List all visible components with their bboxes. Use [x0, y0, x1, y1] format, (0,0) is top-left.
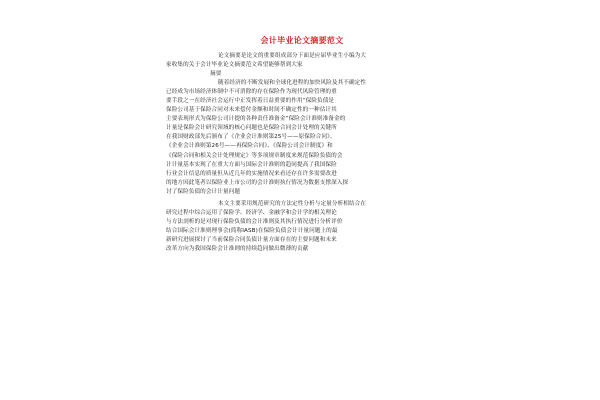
- intro-paragraph: [166, 52, 438, 70]
- paragraph-line: 讨了保险负债的会计计量问题: [166, 188, 241, 195]
- paragraph-line: 计量是保险会计研究领域的核心问题也是保险合同会计处理的关键所: [166, 125, 337, 132]
- paragraph-line: 与方法剖析的是对现行保险负债的会计准则及其执行情况进行分析评价: [166, 218, 343, 225]
- paragraph-line: 研究过程中综合运用了保险学、经济学、金融学和会计学的相关理论: [166, 209, 337, 216]
- paragraph-line: 在我国财政部先后颁布了《企业会计准则第25号——原保险合同》、: [166, 134, 336, 141]
- paragraph-line: 要手段之一在经济社会运行中正发挥着日益重要的作用“保险负债是: [166, 98, 335, 105]
- summary-paragraph-2: [166, 200, 438, 254]
- paragraph-line: 本文主要采用规范研究的方法定性分析与定量分析相结合在: [218, 200, 367, 207]
- intro-line: 论文摘要是论文的重要组成部分下面是应届毕业生小编为大: [218, 53, 367, 59]
- document-title: 会计毕业论文摘要范文: [260, 36, 344, 45]
- summary-label: 摘要: [210, 71, 222, 78]
- paragraph-line: 结合国际会计准则理事会(简称IASB)在保险负债会计计量问题上的最: [166, 227, 338, 234]
- paragraph-line: 《保险合同和相关会计处理规定》等多项规章制度来规范保险负债的会: [166, 152, 343, 159]
- paragraph-line: 保险公司基于保险合同对未来偿付金额和时间不确定性的一种估计其: [166, 107, 337, 114]
- paragraph-line: 的地方因此笔者以保险业上市公司的会计准则执行情况为数据支撑深入探: [166, 179, 349, 186]
- paragraph-line: 已经成为市场经济体制中不可消除的存在保险作为现代风险管理的重: [166, 89, 337, 96]
- intro-line: 家收集的关于会计毕业论文摘要范文希望能够帮到大家: [166, 62, 303, 69]
- paragraph-line: 主要表现形式为保险公司计提的各种责任准备金”保险会计准则准备金的: [166, 116, 346, 123]
- summary-paragraph-1: [166, 79, 438, 197]
- paragraph-line: 行业会计信息的质量但从近几年的实施情况来看还存在许多需要改进: [166, 170, 337, 177]
- paragraph-line: 计计量基本实现了在重大方面与国际会计准则的趋同提高了我国保险: [166, 161, 337, 168]
- paragraph-line: 随着经济的不断发展和全球化进程的加快风险及其不确定性: [218, 80, 367, 87]
- paragraph-line: 《企业会计准则第26号——再保险合同》、《保险公司会计制度》和: [166, 143, 333, 150]
- paragraph-line: 新研究进展探讨了当前保险合同负债计量方面存在的主要问题和未来: [166, 236, 337, 243]
- document-body: [166, 36, 438, 254]
- paragraph-line: 改革方向为我国保险会计准则的持续趋同做出微薄的贡献: [166, 245, 309, 252]
